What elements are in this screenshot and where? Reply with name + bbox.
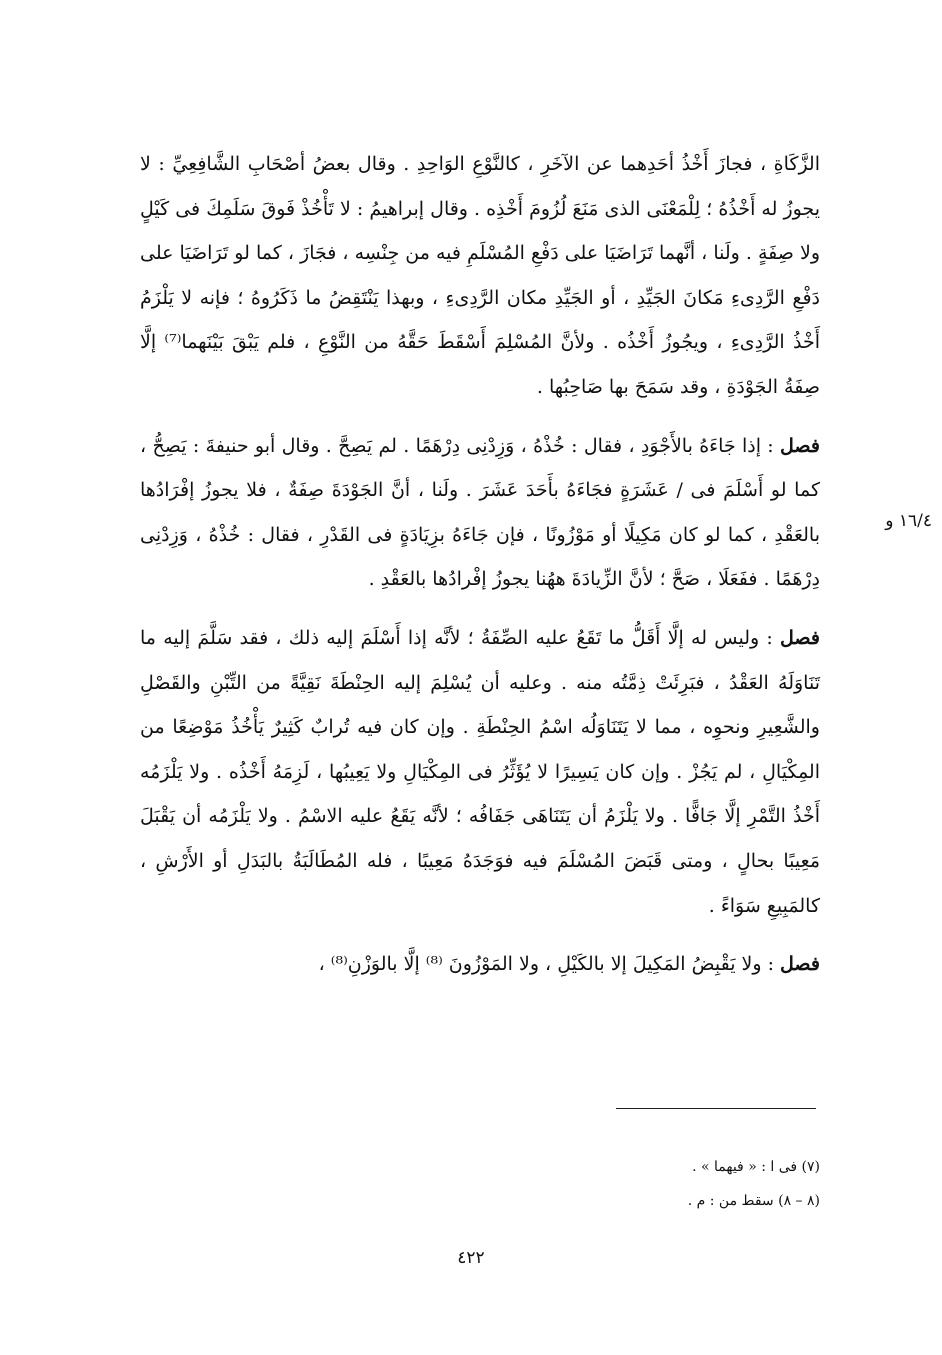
paragraph-1 bbox=[140, 142, 820, 410]
margin-note-folio: ١٦/٤ و bbox=[885, 511, 932, 531]
footnote-divider bbox=[616, 1108, 816, 1109]
section-label: فصل bbox=[780, 953, 820, 976]
footnote-8: (٨ – ٨) سقط من : م . bbox=[687, 1193, 820, 1209]
page-number: ٤٢٢ bbox=[457, 1248, 485, 1268]
paragraph-1-text: الزَّكَاةِ ، فجازَ أَخْذُ أحَدِهما عن الآخَرِ ، كالنَّوْعِ الوَاحِدِ . وقال بعضُ أصْحَابِ الشَّافِعِيِّ : لا يجوزُ له أَخْذُهُ ؛ لِلْمَعْنَى الذى مَنَعَ لُزُومَ أَخْذِه . وقال إبراهيمُ : لا تَأْخُذْ فَوقَ سَلَمِكَ فى كَيْلٍ ولا صِفَةٍ . ولَنا ، أنَّهما تَرَاضَيَا على دَفْعِ المُسْلَمِ فيه من جِنْسِه ، فجَازَ ، كما لو تَرَاضَيَا على دَفْعِ الرَّدِىءِ مَكانَ الجَيِّدِ ، أو الجَيِّدِ مكان الرَّدِىءِ ، وبهذا يَنْتَقِضُ ما ذَكَرُوهُ ؛ فإنه لا يَلْزَمُ أَخْذُ الرَّدِىءِ ، ويجُوزُ أَخْذُه . ولأنَّ المُسْلِمَ أَسْقَطَ حَقَّهُ من النَّوْعِ ، فلم يَبْقَ بَيْنَهما⁽⁷⁾ إلَّا صِفَةُ الجَوْدَةِ ، وقد سَمَحَ بها صَاحِبُها . bbox=[140, 153, 820, 398]
section-label: فصل bbox=[780, 434, 820, 457]
paragraph-4 bbox=[140, 942, 820, 987]
footnotes bbox=[480, 1150, 820, 1218]
paragraph-2 bbox=[140, 424, 820, 602]
paragraph-4-text: : ولا يَقْبِضُ المَكِيلَ إلا بالكَيْلِ ، ولا المَوْزُونَ ⁽⁸⁾ إلَّا بالوَزْنِ⁽⁸⁾ ، bbox=[318, 953, 774, 976]
paragraph-2-text: : إذا جَاءَهُ بالأَجْوَدِ ، فقال : خُذْهُ ، وَزِدْنِى دِرْهَمًا . لم يَصِحَّ . وقال أبو حنيفةَ : يَصِحُّ ، كما لو أَسْلَمَ فى / عَشَرَةٍ فجَاءَهُ بأَحَدَ عَشَرَ . ولَنا ، أنَّ الجَوْدَةَ صِفَةٌ ، فلا يجوزُ إفْرَادُها بالعَقْدِ ، كما لو كان مَكِيلًا أو مَوْزُونًا ، فإن جَاءَهُ بزِيَادَةٍ فى القَدْرِ ، فقال : خُذْهُ ، وَزِدْنِى دِرْهَمًا . ففَعَلَا ، صَحَّ ؛ لأنَّ الزِّيادَةَ ههُنا يجوزُ إفْرادُها بالعَقْدِ . bbox=[140, 434, 820, 591]
paragraph-3-text: : وليس له إلَّا أَقَلُّ ما تَقَعُ عليه الصِّفَةُ ؛ لأنَّه إذا أَسْلَمَ إليه ذلك ، فقد سَلَّمَ إليه ما تَنَاوَلَهُ العَقْدُ ، فبَرِئَتْ ذِمَّتُه منه . وعليه أن يُسْلِمَ إليه الحِنْطَةَ نَقِيَّةً من التِّبْنِ والقَصْلِ والشَّعِيرِ ونحوِه ، مما لا يَتَنَاوَلُه اسْمُ الحِنْطَةِ . وإن كان فيه تُرابٌ كَثِيرٌ يَأْخُذُ مَوْضِعًا من المِكْيَالِ ، لم يَجُزْ . وإن كان يَسِيرًا لا يُؤَثِّرُ فى المِكْيَالِ ولا يَعِيبُها ، لَزِمَهُ أَخْذُه . ولا يَلْزَمُه أَخْذُ التَّمْرِ إلَّا جَافًّا . ولا يَلْزَمُ أن يَتَنَاهَى جَفَافُه ؛ لأنَّه يَقَعُ عليه الاسْمُ . ولا يَلْزَمُه أن يَقْبَلَ مَعِيبًا بحالٍ ، ومتى قَبَضَ المُسْلَمَ فيه فوَجَدَهُ مَعِيبًا ، فله المُطَالَبَةُ بالبَدَلِ أو الأَرْشِ ، كالمَبِيعِ سَوَاءً . bbox=[140, 626, 820, 917]
main-text bbox=[140, 142, 820, 987]
paragraph-3 bbox=[140, 616, 820, 928]
footnote-7: (٧) فى ا : « فيهما » . bbox=[692, 1159, 820, 1175]
section-label: فصل bbox=[780, 626, 820, 649]
